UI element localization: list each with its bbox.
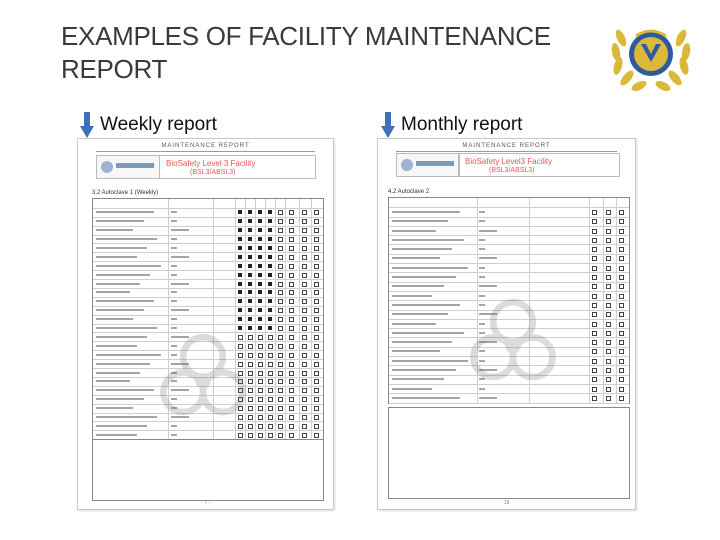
sheet-subtitle: (BSL3/ABSL3) xyxy=(190,169,236,176)
slide-title: EXAMPLES OF FACILITY MAINTENANCE REPORT xyxy=(61,21,551,84)
sheet-title: BioSafety Level 3 Facility xyxy=(166,159,256,168)
signature-area xyxy=(92,439,324,501)
biohazard-icon xyxy=(148,324,258,434)
sheet-title-box xyxy=(159,155,316,179)
down-arrow-icon xyxy=(381,112,395,138)
sheet-header: MAINTENANCE REPORT xyxy=(161,143,250,149)
biohazard-icon xyxy=(458,289,568,399)
page-number: 18 xyxy=(503,500,510,506)
sheet-subtitle: (BSL3/ABSL3) xyxy=(489,167,535,174)
signature-area xyxy=(388,407,630,499)
org-logo xyxy=(396,153,460,177)
weekly-report-image xyxy=(77,138,334,510)
sheet-title-box xyxy=(458,153,620,177)
page-number: - 7 - xyxy=(201,500,210,506)
section-heading: 3.2 Autoclave 1 (Weekly) xyxy=(92,190,159,196)
sheet-header: MAINTENANCE REPORT xyxy=(462,143,551,149)
sheet-title: BioSafety Level3 Facility xyxy=(465,157,553,166)
monthly-report-text: Monthly report xyxy=(401,114,523,135)
weekly-report-label xyxy=(80,112,217,138)
down-arrow-icon xyxy=(80,112,94,138)
laurel-emblem-logo xyxy=(603,8,699,98)
monthly-report-label xyxy=(381,112,522,138)
org-logo xyxy=(96,155,160,179)
weekly-report-text: Weekly report xyxy=(100,114,217,135)
monthly-report-image xyxy=(377,138,636,510)
section-heading: 4.2 Autoclave 2 xyxy=(388,189,430,195)
